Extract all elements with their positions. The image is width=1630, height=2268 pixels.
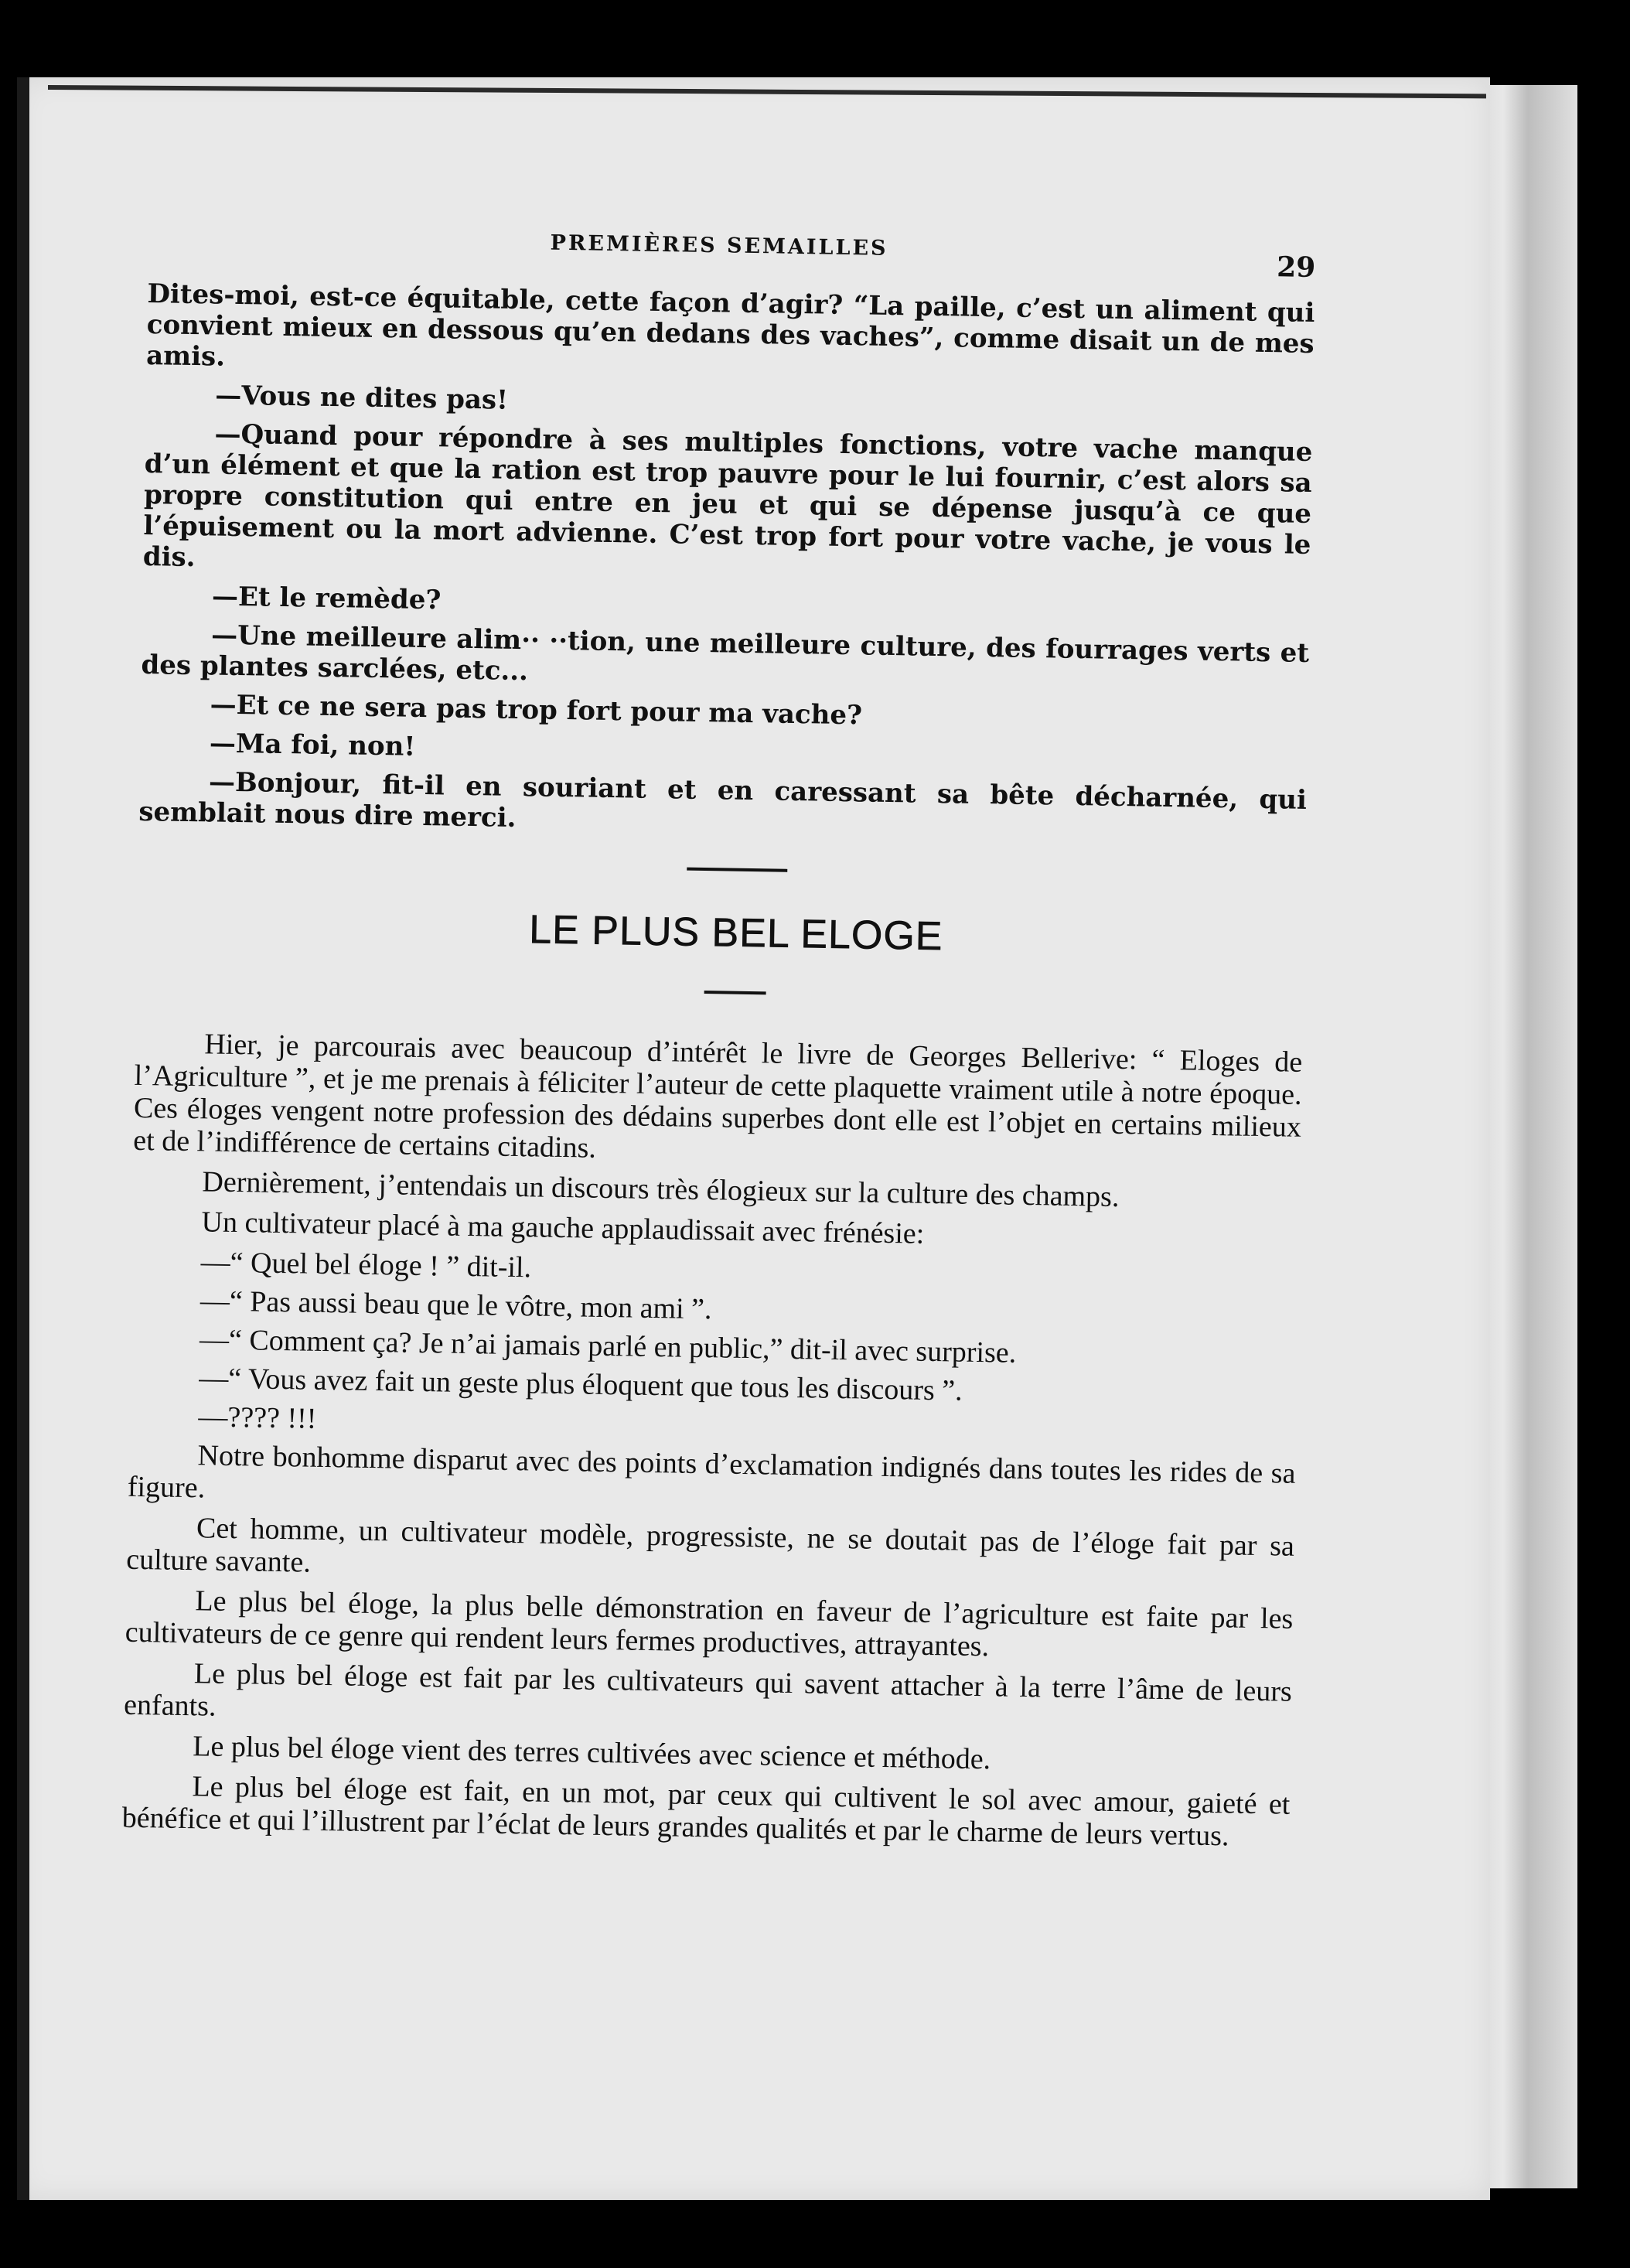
- paragraph: Le plus bel éloge, la plus belle démonstration en faveur de l’agriculture est faite par les cultivateurs de ce genre qui rendent leurs fermes productives, attrayantes.: [124, 1584, 1294, 1663]
- top-rule: [48, 85, 1486, 98]
- paragraph: Le plus bel éloge vient des terres cultivées avec science et méthode.: [193, 1730, 991, 1776]
- paragraph: Un cultivateur placé à ma gauche applaudissait avec frénésie:: [201, 1206, 925, 1250]
- page-content: [121, 224, 1315, 1861]
- running-title: PREMIÈRES SEMAILLES: [550, 230, 888, 261]
- dialogue-line: —???? !!!: [198, 1400, 317, 1435]
- paragraph: Hier, je parcourais avec beaucoup d’intérêt le livre de Georges Bellerive: “ Eloges de l’Agriculture ”, et je me prenais à féliciter l’auteur de cette plaquette vraiment utile à notre époque. Ces éloges vengent notre profession des dédains superbes dont elle est l’objet en certains milieux et de l’indifférence de certains citadins.: [133, 1028, 1303, 1165]
- paragraph: Dites-moi, est-ce équitable, cette façon d’agir? “La paille, c’est un aliment qui convient mieux en dessous qu’en dedans des vaches”, comme disait un de mes amis.: [145, 278, 1315, 373]
- paragraph: —Et ce ne sera pas trop fort pour ma vache?: [210, 689, 863, 732]
- paragraph: Dernièrement, j’entendais un discours très élogieux sur la culture des champs.: [202, 1165, 1120, 1213]
- book-page: [17, 77, 1490, 2200]
- paragraph: —Ma foi, non!: [209, 728, 416, 762]
- dialogue-line: —“ Vous avez fait un geste plus éloquent que tous les discours ”.: [198, 1362, 963, 1407]
- dialogue-line: —“ Pas aussi beau que le vôtre, mon ami ”.: [199, 1284, 712, 1326]
- top-section: [138, 278, 1315, 847]
- section-body: [121, 1027, 1302, 1854]
- paragraph: —Une meilleure alim·· ··tion, une meilleure culture, des fourrages verts et des plantes sarclées, etc...: [141, 619, 1310, 687]
- page-binding-edge: [17, 77, 29, 2200]
- dialogue: [128, 1245, 1299, 1451]
- paragraph: Le plus bel éloge est fait par les cultivateurs qui savent attacher à la terre l’âme de leurs enfants.: [123, 1657, 1293, 1723]
- paragraph: Cet homme, un cultivateur modèle, progressiste, ne se doutait pas de l’éloge fait par sa culture savante.: [126, 1512, 1295, 1579]
- dialogue-line: —“ Comment ça? Je n’ai jamais parlé en public,” dit-il avec surprise.: [199, 1323, 1017, 1369]
- paragraph: —Bonjour, fit-il en souriant et en caressant sa bête décharnée, qui semblait nous dire merci.: [138, 766, 1308, 834]
- paragraph: Notre bonhomme disparut avec des points d’exclamation indignés dans toutes les rides de sa figure.: [127, 1439, 1296, 1505]
- section-title: LE PLUS BEL ELOGE: [528, 907, 944, 960]
- paragraph: Le plus bel éloge est fait, en un mot, par ceux qui cultivent le sol avec amour, gaieté et bénéfice et qui l’illustrent par l’éclat de leurs grandes qualités et par le charme de leurs vertus.: [121, 1770, 1291, 1853]
- paragraph: —Vous ne dites pas!: [215, 380, 509, 416]
- dialogue-line: —“ Quel bel éloge ! ” dit-il.: [200, 1246, 532, 1284]
- paragraph: —Quand pour répondre à ses multiples fonctions, votre vache manque d’un élément et que la ration est trop pauvre pour le lui fournir, c’est alors sa propre constitution qui entre en jeu et qui se dépense jusqu’à ce que l’épuisement ou la mort advienne. C’est trop fort pour votre vache, je vous le dis.: [142, 418, 1313, 574]
- title-separator: [704, 991, 766, 994]
- paragraph: —Et le remède?: [211, 581, 442, 616]
- section-separator: [687, 868, 787, 872]
- page-number: 29: [1276, 251, 1316, 285]
